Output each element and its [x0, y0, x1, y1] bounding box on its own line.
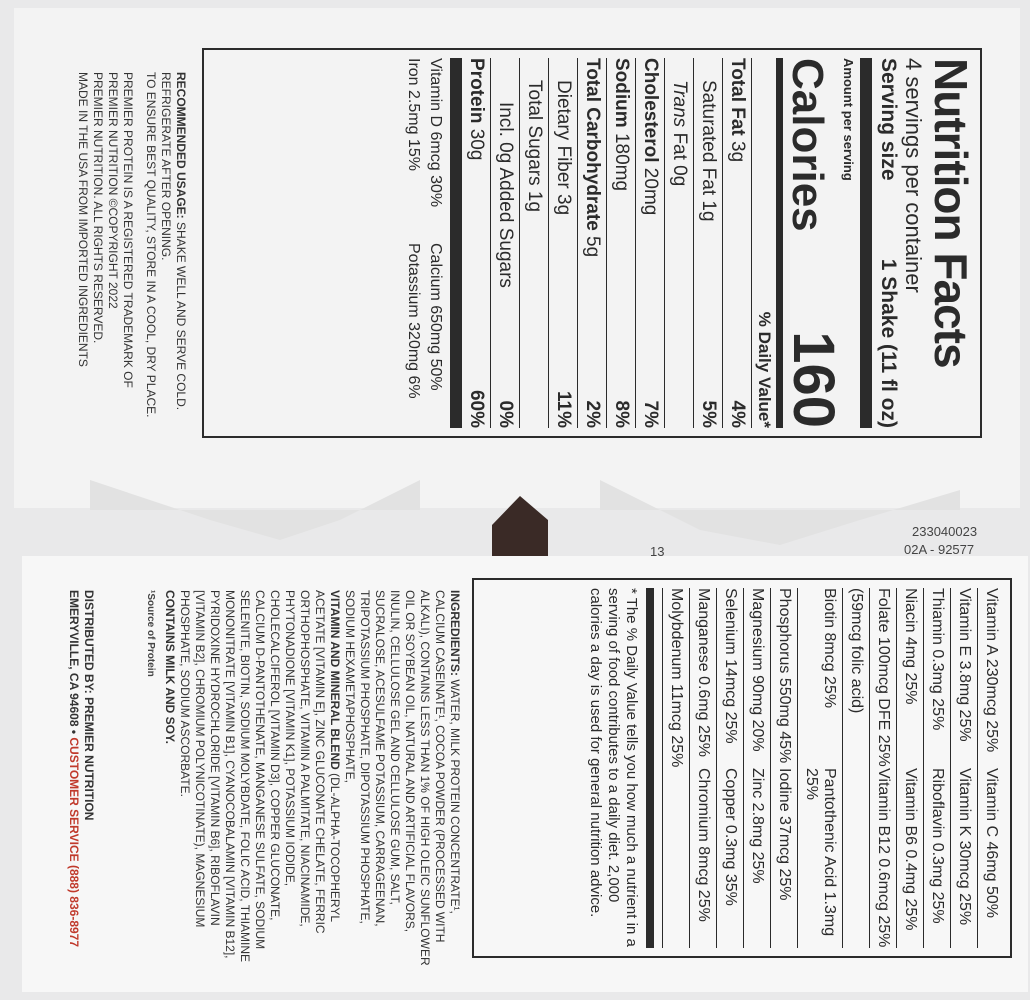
vitamin-grid-entry: Chromium 8mcg 25%: [689, 768, 716, 948]
nutrient-label: Protein 30g: [466, 58, 487, 161]
calories-row: [776, 58, 846, 428]
nutrient-label: Dietary Fiber 3g: [553, 80, 574, 216]
vitamin-grid-entry: Niacin 4mg 25%: [896, 588, 923, 768]
vitamin-grid-entry: Phosphorus 550mg 45%: [770, 588, 797, 768]
notes-line4: PREMIER PROTEIN IS A REGISTERED TRADEMARK OF: [121, 72, 135, 388]
calories-label: Calories: [783, 58, 832, 232]
serving-size-label: Serving size: [877, 58, 900, 181]
nutrient-row: [722, 58, 751, 428]
vitamin-entry: Vitamin D 6mcg 30%: [427, 58, 444, 208]
nutrient-label: Total Fat 3g: [727, 58, 748, 163]
nutrient-label: Total Carbohydrate 5g: [582, 58, 603, 258]
vitamin-grid-entry: Zinc 2.8mg 25%: [743, 768, 770, 948]
ingredients-text: WATER, MILK PROTEIN CONCENTRATE¹, CALCIUM CASEINATE¹, COCOA POWDER (PROCESSED WITH ALKALI), CONTAINS LESS THAN 1% OF HIGH OLEIC SUNFLOWER OIL OR SOYBEAN OIL, NATURAL AND ARTIFICIAL FLAVORS, INULIN, CELLULOSE GEL AND CELLULOSE GUM, SALT, SUCRALOSE, ACESULFAME POTASSIUM, CARRAGEENAN, TRIPOTASSIUM PHOSPHATE, DIPOTASSIUM PHOSPHATE, SODIUM HEXAMETAPHOSPHATE,: [343, 590, 462, 966]
nutrient-row: [548, 58, 577, 428]
nutrient-label: Trans Fat 0g: [669, 80, 690, 187]
usage-text: SHAKE WELL AND SERVE COLD.: [174, 222, 188, 411]
notes-line7: MADE IN THE USA FROM IMPORTED INGREDIENTS: [76, 72, 90, 367]
cutout-dark: [492, 496, 548, 556]
vitamin-grid-entry: Vitamin K 30mcg 25%: [950, 768, 977, 948]
nutrient-label: Cholesterol 20mg: [640, 58, 661, 216]
vitamin-grid-entry: Pantothenic Acid 1.3mg 25%: [797, 768, 842, 948]
nutrient-dv: 2%: [582, 400, 603, 428]
calories-value: 160: [781, 331, 846, 428]
flap-right: [600, 480, 960, 545]
nutrition-title: Nutrition Facts: [925, 58, 977, 368]
vitamin-grid-entry: (59mcg folic acid): [842, 588, 869, 768]
ingredients-label: INGREDIENTS:: [448, 590, 462, 677]
vitamin-minerals: [402, 58, 450, 428]
vitamin-grid-entry: [662, 768, 689, 948]
lot-code: 233040023: [912, 524, 978, 539]
dv-footnote: * The % Daily Value tells you how much a nutrient in a serving of food contributes to a daily diet. 2,000 calories a day is used for general nutrition advice.: [586, 588, 654, 948]
vitamin-grid-entry: Iodine 37mcg 25%: [770, 768, 797, 948]
nutrient-dv: 7%: [640, 400, 661, 428]
distributor-line1: DISTRIBUTED BY: PREMIER NUTRITION: [82, 590, 96, 821]
nutrient-row: [664, 58, 693, 428]
date-code: 02A - 92577: [904, 542, 975, 557]
nutrient-row: [490, 58, 519, 428]
servings: 4 servings per container: [901, 58, 926, 293]
nutrient-row: [606, 58, 635, 428]
nutrient-label: Incl. 0g Added Sugars: [495, 102, 516, 288]
nutrient-dv: 4%: [727, 400, 748, 428]
vitamin-grid-entry: Manganese 0.6mg 25%: [689, 588, 716, 768]
daily-value-header: % Daily Value*: [751, 58, 776, 428]
vitamin-grid-entry: [842, 768, 869, 948]
notes-line3: TO ENSURE BEST QUALITY, STORE IN A COOL, DRY PLACE.: [144, 72, 158, 418]
nutrient-dv: 5%: [698, 400, 719, 428]
nutrient-dv: 11%: [553, 391, 574, 428]
protein-source-note: ¹Source of Protein: [145, 590, 156, 677]
vitamin-grid-entry: Thiamin 0.3mg 25%: [923, 588, 950, 768]
ingredients-block: [145, 590, 462, 970]
nutrient-dv: 8%: [611, 400, 632, 428]
vitamin-grid-entry: Riboflavin 0.3mg 25%: [923, 768, 950, 948]
vitamin-grid: [662, 588, 1004, 948]
vitamin-grid-entry: Vitamin C 46mg 50%: [977, 768, 1004, 948]
blend-label: VITAMIN AND MINERAL BLEND: [328, 590, 342, 770]
nutrient-label: Sodium 180mg: [611, 58, 632, 192]
nutrient-row: [450, 58, 490, 428]
vitamin-grid-entry: Vitamin E 3.8mg 25%: [950, 588, 977, 768]
customer-service: CUSTOMER SERVICE (888) 836-8977: [67, 737, 81, 948]
nutrient-label: Total Sugars 1g: [524, 80, 545, 213]
amount-per-serving: Amount per serving: [841, 58, 856, 181]
contains-allergens: CONTAINS MILK AND SOY.: [163, 590, 177, 745]
vitamin-box: [472, 578, 1012, 958]
box-number: 13: [650, 544, 665, 559]
nutrient-row: [635, 58, 664, 428]
vitamin-entry: Potassium 320mg 6%: [405, 243, 422, 399]
nutrient-rows: [450, 58, 751, 428]
notes-line6: PREMIER NUTRITION. ALL RIGHTS RESERVED.: [91, 72, 105, 344]
vitamin-grid-entry: Molybdenum 11mcg 25%: [662, 588, 689, 768]
nutrition-facts: [192, 48, 982, 468]
distributor-line2: EMERYVILLE, CA 94608 •: [67, 590, 81, 735]
serving-size: [860, 58, 900, 428]
nutrient-dv: 0%: [495, 400, 516, 428]
vitamin-grid-entry: Vitamin B6 0.4mg 25%: [896, 768, 923, 948]
usage-notes: [28, 72, 188, 512]
nutrient-row: [519, 58, 548, 428]
vitamin-grid-entry: Vitamin B12 0.6mcg 25%: [869, 768, 896, 948]
vitamin-entry: Calcium 650mg 50%: [427, 243, 444, 391]
vitamin-grid-entry: Copper 0.3mg 35%: [716, 768, 743, 948]
distributor-block: [16, 590, 96, 970]
notes-line5: PREMIER NUTRITION ©COPYRIGHT 2022: [106, 72, 120, 309]
serving-size-value: 1 Shake (11 fl oz): [877, 258, 900, 428]
blend-text: (DL-ALPHA-TOCOPHERYL ACETATE [VITAMIN E], ZINC GLUCONATE CHELATE, FERRIC ORTHOPHOSPHATE, VITAMIN A PALMITATE, NIACINAMIDE, PHYTONADIONE [VITAMIN K1], POTASSIUM IODIDE, CHOLECALCIFEROL [VITAMIN D3], COPPER GLUCONATE, CALCIUM D-PANTOTHENATE, MANGANESE SULFATE, SODIUM SELENITE, BIOTIN, SODIUM MOLYBDATE, FOLIC ACID, THIAMINE MONONITRATE [VITAMIN B1], CYANOCOBALAMIN [VITAMIN B12], PYRIDOXINE HYDROCHLORIDE [VITAMIN B6], RIBOFLAVIN [VITAMIN B2], CHROMIUM POLYNICOTINATE), MAGNESIUM PHOSPHATE, SODIUM ASCORBATE.: [178, 590, 342, 963]
vitamin-grid-entry: Vitamin A 230mcg 25%: [977, 588, 1004, 768]
vitamin-grid-entry: Folate 100mcg DFE 25%: [869, 588, 896, 768]
nutrient-row: [693, 58, 722, 428]
nutrition-box: [202, 48, 982, 438]
nutrient-label: Saturated Fat 1g: [698, 80, 719, 222]
vitamin-entry: Iron 2.5mg 15%: [405, 58, 422, 171]
usage-label: RECOMMENDED USAGE:: [174, 72, 188, 219]
nutrient-row: [577, 58, 606, 428]
notes-line2: REFRIGERATE AFTER OPENING.: [159, 72, 173, 261]
vitamin-grid-entry: Magnesium 90mg 20%: [743, 588, 770, 768]
vitamin-grid-entry: Biotin 8mcg 25%: [797, 588, 842, 768]
vitamin-panel: [452, 578, 1012, 958]
vitamin-grid-entry: Selenium 14mcg 25%: [716, 588, 743, 768]
nutrient-dv: 60%: [466, 389, 487, 428]
